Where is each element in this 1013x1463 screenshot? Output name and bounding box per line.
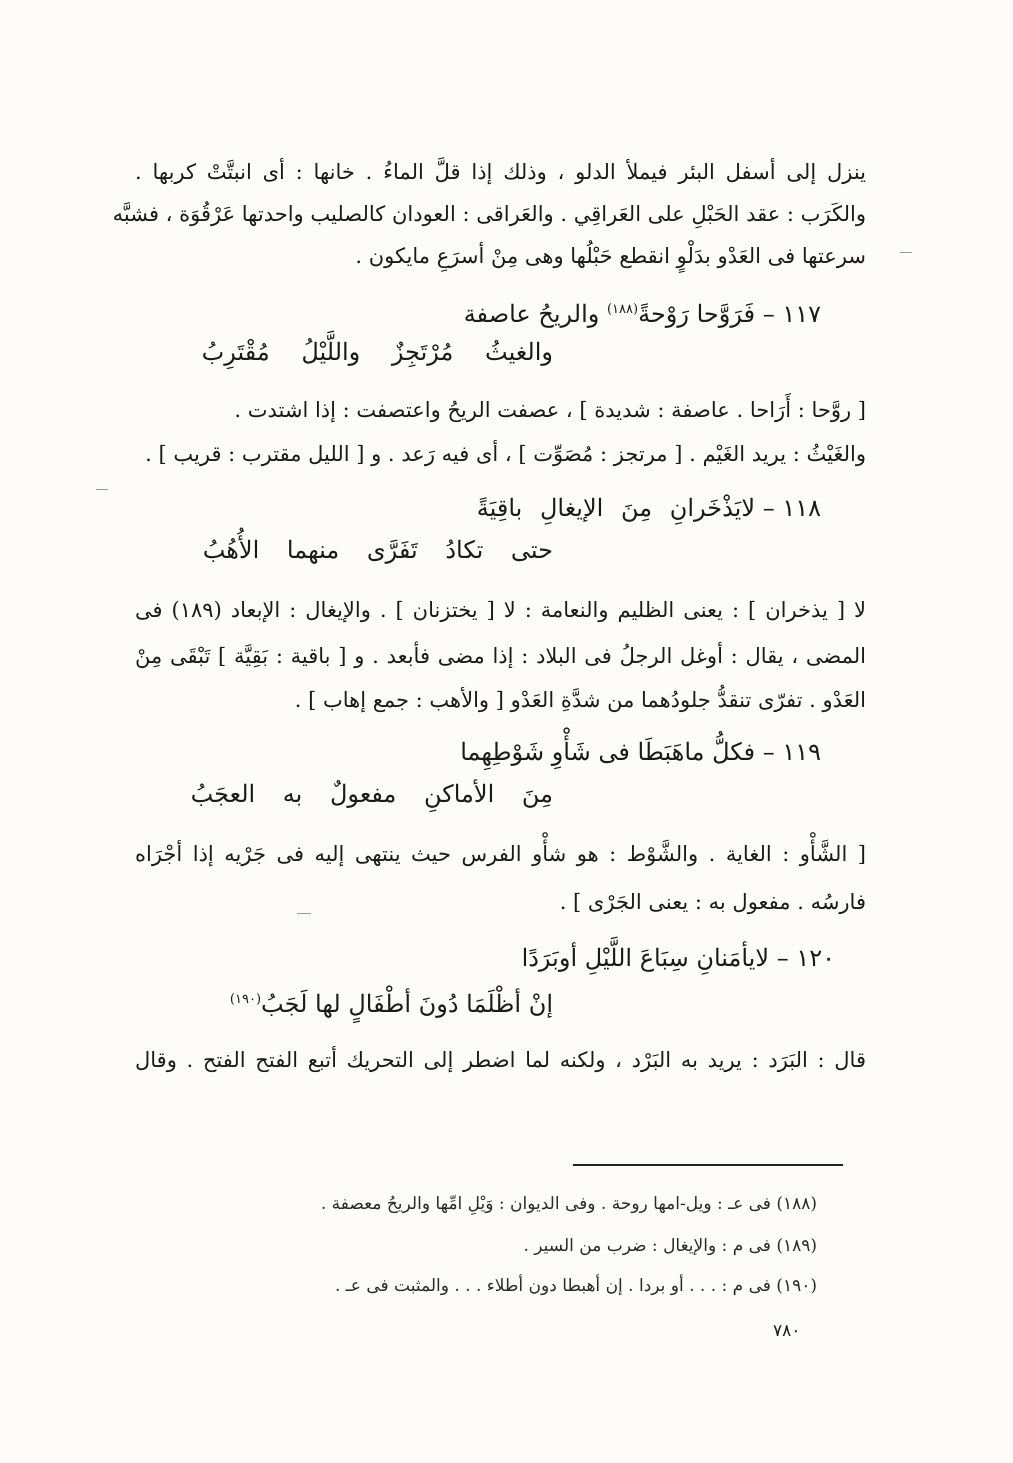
verse-number: ١١٩ – bbox=[762, 738, 821, 766]
verse-119-first-hemistich bbox=[460, 738, 821, 766]
margin-mark bbox=[96, 489, 108, 490]
verse-number: ١١٨ – bbox=[762, 494, 821, 522]
verse-number: ١١٧ – bbox=[762, 300, 821, 328]
margin-mark bbox=[900, 252, 912, 253]
footnote-separator bbox=[573, 1164, 843, 1166]
commentary-line: [ روَّحا : أَرَاحا . عاصفة : شديدة ] ، عصفت الريحُ واعتصفت : إذا اشتدت . bbox=[234, 398, 866, 422]
verse-117-first-hemistich bbox=[464, 296, 821, 328]
verse-118-second-hemistich: حتى تكادُ تَفَرَّى منهما الأُهُبُ bbox=[202, 536, 553, 564]
verse-text: لايأمَنانِ سِبَاعَ اللَّيْلِ أوبَرَدًا bbox=[521, 944, 770, 972]
footnote: (١٨٨) فى عـ : ويل-امها روحة . وفى الديوان : وَيْلِ امِّها والريحُ معصفة . bbox=[320, 1194, 817, 1214]
verse-text: فكلُّ ماهَبَطَا فى شَأْوِ شَوْطِهِما bbox=[460, 738, 756, 766]
commentary-line: لا [ يذخران ] : يعنى الظليم والنعامة : لا [ يختزنان ] . والإيغال : الإبعاد (١٨٩) فى bbox=[135, 598, 866, 622]
verse-117-second-hemistich: والغيثُ مُرْتَجِزٌ واللَّيْلُ مُقْتَرِبُ bbox=[201, 338, 553, 366]
verse-118-first-hemistich bbox=[477, 494, 821, 522]
footnote: (١٩٠) فى م : . . . أو بردا . إن أهبطا دون أطلاء . . . والمثبت فى عـ . bbox=[335, 1276, 817, 1296]
verse-text: فَرَوَّحا رَوْحةً bbox=[638, 300, 756, 328]
commentary-line: قال : البَرَد : يريد به البَرْد ، ولكنه لما اضطر إلى التحريك أتبع الفتح الفتح . وقال bbox=[135, 1048, 866, 1072]
verse-120-second-hemistich bbox=[230, 986, 553, 1018]
verse-120-first-hemistich bbox=[522, 944, 835, 972]
verse-text: إنْ أظْلَمَا دُونَ أطْفَالٍ لها لَجَبُ bbox=[261, 990, 553, 1018]
prose-line: والكَرَب : عقد الحَبْلِ على العَراقِي . والعَراقى : العودان كالصليب واحدتها عَرْقُوَة ، فشبَّه bbox=[112, 202, 866, 226]
commentary-line: العَدْو . تفرّى تنقدُّ جلودُهما من شدَّةِ العَدْو [ والأهب : جمع إهاب ] . bbox=[294, 688, 866, 712]
verse-text: لايَذْخَرانِ مِنَ الإيغالِ باقِيَةً bbox=[476, 494, 756, 522]
verse-number: ١٢٠ – bbox=[776, 944, 835, 972]
commentary-line: فارسُه . مفعول به : يعنى الجَرْى ] . bbox=[559, 890, 866, 914]
prose-line: ينزل إلى أسفل البئر فيملأ الدلو ، وذلك إذا قلَّ الماءُ . خانها : أى انبتَّتْ كربها . bbox=[135, 160, 866, 184]
commentary-line: [ الشَّأْو : الغاية . والشَّوْط : هو شأْو الفرس حيث ينتهى إليه فى جَرْيه إذا أجْرَاه bbox=[135, 842, 866, 866]
prose-line: سرعتها فى العَدْو بدَلْوٍ انقطع حَبْلُها وهى مِنْ أسرَعِ مايكون . bbox=[355, 244, 866, 268]
verse-119-second-hemistich: مِنَ الأماكنِ مفعولٌ به العجَبُ bbox=[190, 780, 553, 808]
footnote: (١٨٩) فى م : والإيغال : ضرب من السير . bbox=[523, 1236, 817, 1256]
commentary-line: والغَيْثُ : يريد الغَيْم . [ مرتجز : مُصَوِّت ] ، أى فيه رَعد . و [ الليل مقترب : قريب ] . bbox=[145, 442, 866, 466]
verse-text: والريحُ عاصفة bbox=[463, 300, 600, 328]
page-number: ٧٨٠ bbox=[773, 1321, 801, 1341]
commentary-line: المضى ، يقال : أوغل الرجلُ فى البلاد : إذا مضى فأبعد . و [ باقية : بَقِيَّة ] تَبْقَى مِنْ bbox=[135, 644, 866, 668]
footnote-ref: (١٩٠) bbox=[229, 992, 262, 1007]
footnote-ref: (١٨٨) bbox=[606, 302, 639, 317]
margin-mark bbox=[297, 913, 311, 914]
